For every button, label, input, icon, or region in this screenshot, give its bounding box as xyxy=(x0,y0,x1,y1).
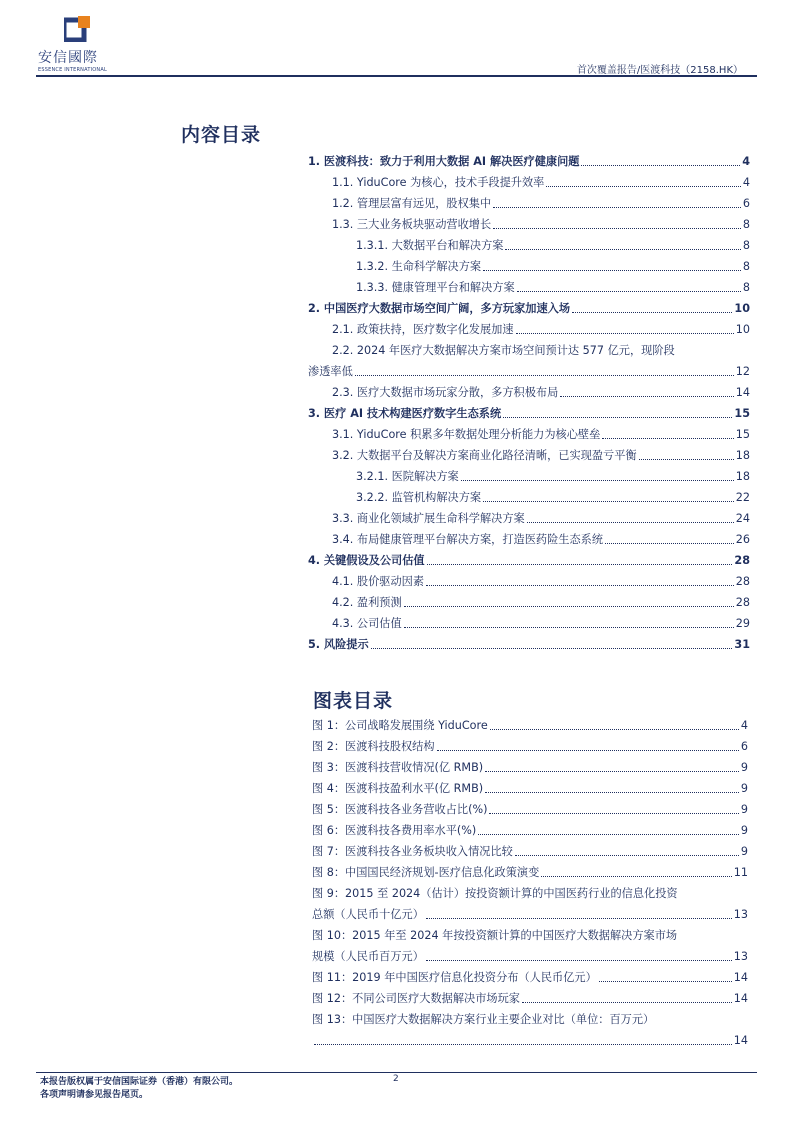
toc-item-label: 渗透率低 xyxy=(308,365,353,378)
toc-item[interactable] xyxy=(308,277,750,298)
toc-item-label: 3. 医疗 AI 技术构建医疗数字生态系统 xyxy=(308,407,502,420)
fig-item[interactable] xyxy=(312,841,748,862)
toc-item[interactable] xyxy=(308,613,750,634)
leader-dots xyxy=(522,988,732,1003)
fig-item-label: 图 1：公司战略发展围绕 YiduCore xyxy=(312,719,488,732)
fig-item-label: 图 8：中国国民经济规划-医疗信息化政策演变 xyxy=(312,866,540,879)
toc-item-page: 12 xyxy=(735,365,750,378)
leader-dots xyxy=(426,904,732,919)
toc-item-label: 1.3.2. 生命科学解决方案 xyxy=(356,260,482,273)
toc-item-label: 2.1. 政策扶持，医疗数字化发展加速 xyxy=(332,323,514,336)
figure-list xyxy=(312,715,748,1051)
fig-item-page: 9 xyxy=(740,845,748,858)
toc-item-2-2-line2[interactable] xyxy=(308,361,750,382)
toc-item[interactable] xyxy=(308,298,750,319)
toc-item-label: 1.3.1. 大数据平台和解决方案 xyxy=(356,239,504,252)
leader-dots xyxy=(493,193,741,208)
toc-item[interactable] xyxy=(308,445,750,466)
leader-dots xyxy=(572,298,732,313)
toc-item-label: 3.2.2. 监管机构解决方案 xyxy=(356,491,482,504)
toc-item[interactable] xyxy=(308,529,750,550)
fig-item[interactable] xyxy=(312,736,748,757)
toc-item-page: 26 xyxy=(735,533,750,546)
footer-copyright: 本报告版权属于安信国际证券（香港）有限公司。 xyxy=(40,1077,239,1087)
fig-page: 14 xyxy=(733,1034,748,1047)
toc-item-page: 8 xyxy=(742,260,750,273)
fig-10-line2[interactable] xyxy=(312,946,748,967)
toc-item[interactable] xyxy=(308,487,750,508)
fig-item-page: 9 xyxy=(740,803,748,816)
fig-item-label: 图 2：医渡科技股权结构 xyxy=(312,740,435,753)
toc-title: 内容目录 xyxy=(181,124,262,146)
toc-item[interactable] xyxy=(308,634,750,655)
footer-disclaimer: 各项声明请参见报告尾页。 xyxy=(40,1090,149,1100)
toc-item-page: 6 xyxy=(742,197,750,210)
toc-item-2-2-line1[interactable]: 2.2. 2024 年医疗大数据解决方案市场空间预计达 577 亿元，现阶段 xyxy=(332,344,675,357)
fig-item-page: 11 xyxy=(733,866,748,879)
fig-item[interactable] xyxy=(312,799,748,820)
toc-item[interactable] xyxy=(308,172,750,193)
leader-dots xyxy=(517,277,741,292)
fig-item-label: 图 6：医渡科技各费用率水平(%) xyxy=(312,824,477,837)
toc-item-label: 3.4. 布局健康管理平台解决方案，打造医药险生态系统 xyxy=(332,533,604,546)
toc-item-page: 22 xyxy=(735,491,750,504)
toc-item-page: 18 xyxy=(735,449,750,462)
leader-dots xyxy=(483,256,741,271)
fig-page: 14 xyxy=(733,992,748,1005)
leader-dots xyxy=(560,382,733,397)
fig-page: 13 xyxy=(733,950,748,963)
fig-10-line1[interactable]: 图 10：2015 年至 2024 年按投资额计算的中国医疗大数据解决方案市场 xyxy=(312,929,678,942)
toc-item-page: 28 xyxy=(735,596,750,609)
toc-item-label: 5. 风险提示 xyxy=(308,638,369,651)
leader-dots xyxy=(605,529,734,544)
leader-dots xyxy=(515,841,739,856)
leader-dots xyxy=(404,613,734,628)
toc-item[interactable] xyxy=(308,466,750,487)
fig-11[interactable] xyxy=(312,967,748,988)
fig-label: 总额（人民币十亿元） xyxy=(312,908,424,921)
fig-page: 14 xyxy=(733,971,748,984)
fig-9-line2[interactable] xyxy=(312,904,748,925)
toc-item-page: 10 xyxy=(735,323,750,336)
leader-dots xyxy=(516,319,734,334)
toc-item-page: 31 xyxy=(734,638,750,651)
fig-item-label: 图 4：医渡科技盈利水平(亿 RMB) xyxy=(312,782,484,795)
toc-item-page: 29 xyxy=(735,617,750,630)
toc-item-page: 18 xyxy=(735,470,750,483)
fig-item-page: 9 xyxy=(740,782,748,795)
leader-dots xyxy=(404,592,734,607)
leader-dots xyxy=(489,799,738,814)
leader-dots xyxy=(485,757,739,772)
toc-item[interactable] xyxy=(308,571,750,592)
page-number: 2 xyxy=(393,1074,399,1084)
fig-item-page: 9 xyxy=(740,761,748,774)
fig-item-label: 图 3：医渡科技营收情况(亿 RMB) xyxy=(312,761,484,774)
toc-item[interactable] xyxy=(308,592,750,613)
toc-item-page: 8 xyxy=(742,281,750,294)
toc-item[interactable] xyxy=(308,382,750,403)
fig-9-line1[interactable]: 图 9：2015 至 2024（估计）按投资额计算的中国医药行业的信息化投资 xyxy=(312,887,678,900)
toc-item[interactable] xyxy=(308,235,750,256)
toc-item-label: 2.3. 医疗大数据市场玩家分散，多方积极布局 xyxy=(332,386,559,399)
toc-item-label: 3.2. 大数据平台及解决方案商业化路径清晰，已实现盈亏平衡 xyxy=(332,449,637,462)
fig-label: 规模（人民币百万元） xyxy=(312,950,424,963)
fig-label: 图 11：2019 年中国医疗信息化投资分布（人民币亿元） xyxy=(312,971,597,984)
fig-13-line2[interactable] xyxy=(312,1030,748,1051)
logo-text-cn: 安信國際 xyxy=(38,50,98,66)
leader-dots xyxy=(437,736,739,751)
leader-dots xyxy=(490,715,739,730)
header-divider xyxy=(36,75,757,77)
fig-item-page: 4 xyxy=(740,719,748,732)
leader-dots xyxy=(527,508,734,523)
footer-divider xyxy=(36,1072,757,1073)
fig-item[interactable] xyxy=(312,820,748,841)
leader-dots xyxy=(461,466,734,481)
toc-item[interactable] xyxy=(308,403,750,424)
toc-item[interactable] xyxy=(308,508,750,529)
toc-item-label: 4.2. 盈利预测 xyxy=(332,596,402,609)
leader-dots xyxy=(546,172,741,187)
leader-dots xyxy=(505,235,740,250)
leader-dots xyxy=(602,424,733,439)
leader-dots xyxy=(426,571,734,586)
toc-item-page: 4 xyxy=(742,155,750,168)
toc-item-label: 4.1. 股价驱动因素 xyxy=(332,575,425,588)
report-type: 首次覆盖报告/医渡科技（2158.HK） xyxy=(576,65,743,76)
leader-dots xyxy=(483,487,734,502)
toc-item-label: 1.1. YiduCore 为核心，技术手段提升效率 xyxy=(332,176,545,189)
fig-13-line1[interactable]: 图 13：中国医疗大数据解决方案行业主要企业对比（单位：百万元） xyxy=(312,1013,655,1026)
leader-dots xyxy=(371,634,733,649)
toc-item[interactable] xyxy=(308,319,750,340)
company-logo xyxy=(38,16,128,76)
fig-label: 图 12：不同公司医疗大数据解决市场玩家 xyxy=(312,992,520,1005)
fig-item[interactable] xyxy=(312,778,748,799)
toc-item-label: 1.2. 管理层富有远见，股权集中 xyxy=(332,197,492,210)
leader-dots xyxy=(581,151,740,166)
toc-item[interactable] xyxy=(308,193,750,214)
toc-item-label: 4.3. 公司估值 xyxy=(332,617,402,630)
toc-item-page: 28 xyxy=(735,575,750,588)
toc-item-page: 10 xyxy=(734,302,750,315)
leader-dots xyxy=(639,445,734,460)
fig-item[interactable] xyxy=(312,757,748,778)
toc-item-page: 15 xyxy=(735,428,750,441)
fig-item-label: 图 5：医渡科技各业务营收占比(%) xyxy=(312,803,488,816)
toc-item-page: 28 xyxy=(734,554,750,567)
toc-item-label: 3.1. YiduCore 积累多年数据处理分析能力为核心壁垒 xyxy=(332,428,601,441)
logo-text-en: ESSENCE INTERNATIONAL xyxy=(38,67,107,73)
leader-dots xyxy=(541,862,731,877)
toc-item[interactable] xyxy=(308,550,750,571)
leader-dots xyxy=(503,403,732,418)
toc-item-label: 4. 关键假设及公司估值 xyxy=(308,554,425,567)
leader-dots xyxy=(427,550,733,565)
toc-item[interactable] xyxy=(308,151,750,172)
toc-item[interactable] xyxy=(308,256,750,277)
toc-item-label: 3.3. 商业化领域扩展生命科学解决方案 xyxy=(332,512,525,525)
fig-item-label: 图 7：医渡科技各业务板块收入情况比较 xyxy=(312,845,513,858)
leader-dots xyxy=(485,778,739,793)
leader-dots xyxy=(314,1030,732,1045)
toc-item-page: 15 xyxy=(734,407,750,420)
toc-item-page: 8 xyxy=(742,218,750,231)
toc-item-page: 8 xyxy=(742,239,750,252)
fig-item-page: 9 xyxy=(740,824,748,837)
fig-item[interactable] xyxy=(312,715,748,736)
leader-dots xyxy=(493,214,741,229)
leader-dots xyxy=(599,967,732,982)
leader-dots xyxy=(478,820,739,835)
figures-title: 图表目录 xyxy=(313,690,394,712)
toc-list xyxy=(308,151,750,655)
toc-item[interactable] xyxy=(308,424,750,445)
leader-dots xyxy=(355,361,734,376)
toc-item-label: 1.3. 三大业务板块驱动营收增长 xyxy=(332,218,492,231)
fig-item[interactable] xyxy=(312,862,748,883)
fig-item-page: 6 xyxy=(740,740,748,753)
toc-item-label: 2. 中国医疗大数据市场空间广阔，多方玩家加速入场 xyxy=(308,302,571,315)
leader-dots xyxy=(426,946,732,961)
toc-item-label: 1. 医渡科技：致力于利用大数据 AI 解决医疗健康问题 xyxy=(308,155,580,168)
fig-page: 13 xyxy=(733,908,748,921)
toc-item-label: 3.2.1. 医院解决方案 xyxy=(356,470,459,483)
logo-mark-icon xyxy=(64,16,90,42)
toc-item-page: 24 xyxy=(735,512,750,525)
toc-item-page: 4 xyxy=(742,176,750,189)
toc-item-page: 14 xyxy=(735,386,750,399)
toc-item-label: 1.3.3. 健康管理平台和解决方案 xyxy=(356,281,515,294)
toc-item[interactable] xyxy=(308,214,750,235)
fig-12[interactable] xyxy=(312,988,748,1009)
